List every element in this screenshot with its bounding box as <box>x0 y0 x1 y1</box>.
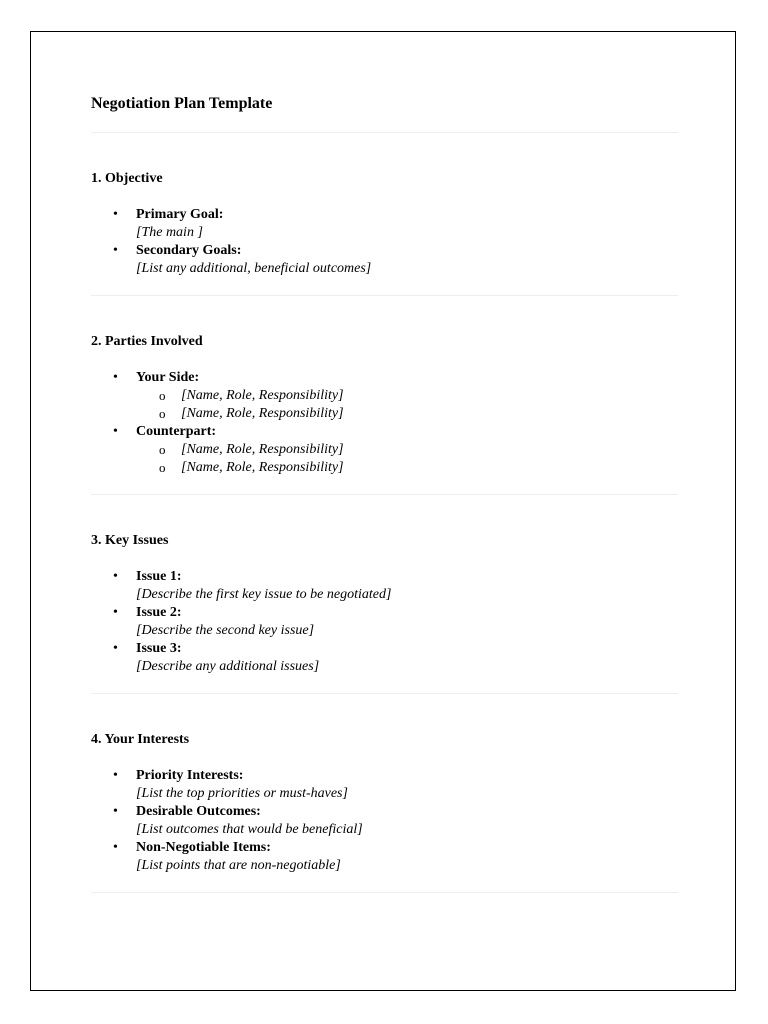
list-item <box>113 767 678 803</box>
list-item <box>113 423 678 477</box>
item-description: [List the top priorities or must-haves] <box>136 786 348 801</box>
item-description: [Describe any additional issues] <box>136 659 320 674</box>
item-description: [Describe the second key issue] <box>136 623 315 638</box>
section-objective <box>91 133 678 296</box>
item-label: Non-Negotiable Items: <box>136 840 271 855</box>
item-label: Issue 2: <box>136 605 182 620</box>
circle-bullet-icon: o <box>159 406 166 421</box>
item-label: Primary Goal: <box>136 207 224 222</box>
bullet-icon: • <box>113 424 118 439</box>
item-label: Desirable Outcomes: <box>136 804 261 819</box>
sub-list-item <box>159 387 678 405</box>
list-item <box>113 568 678 604</box>
section-title: 1. Objective <box>91 171 163 186</box>
document-page <box>30 31 736 991</box>
document-content <box>91 94 678 893</box>
list-item <box>113 604 678 640</box>
list-item <box>113 640 678 676</box>
sub-item-text: [Name, Role, Responsibility] <box>181 388 344 403</box>
item-label: Your Side: <box>136 370 200 385</box>
item-label: Issue 3: <box>136 641 182 656</box>
list-item <box>113 206 678 242</box>
issues-list <box>91 568 678 676</box>
bullet-icon: • <box>113 569 118 584</box>
list-item <box>113 369 678 423</box>
bullet-icon: • <box>113 768 118 783</box>
section-title: 3. Key Issues <box>91 533 169 548</box>
item-label: Priority Interests: <box>136 768 244 783</box>
sub-list-item <box>159 441 678 459</box>
section-key-issues <box>91 495 678 694</box>
objective-list <box>91 206 678 278</box>
parties-list <box>91 369 678 477</box>
sub-list-item <box>159 459 678 477</box>
sub-item-text: [Name, Role, Responsibility] <box>181 442 344 457</box>
bullet-icon: • <box>113 641 118 656</box>
bullet-icon: • <box>113 243 118 258</box>
section-parties-involved <box>91 296 678 495</box>
item-description: [Describe the first key issue to be negotiated] <box>136 587 392 602</box>
interests-list <box>91 767 678 875</box>
item-label: Counterpart: <box>136 424 217 439</box>
item-description: [List any additional, beneficial outcomes] <box>136 261 372 276</box>
sub-item-text: [Name, Role, Responsibility] <box>181 406 344 421</box>
bullet-icon: • <box>113 370 118 385</box>
section-your-interests <box>91 694 678 893</box>
section-title: 4. Your Interests <box>91 732 190 747</box>
item-description: [List outcomes that would be beneficial] <box>136 822 363 837</box>
bullet-icon: • <box>113 804 118 819</box>
bullet-icon: • <box>113 207 118 222</box>
bullet-icon: • <box>113 840 118 855</box>
circle-bullet-icon: o <box>159 460 166 475</box>
list-item <box>113 839 678 875</box>
item-label: Secondary Goals: <box>136 243 242 258</box>
item-label: Issue 1: <box>136 569 182 584</box>
list-item <box>113 242 678 278</box>
list-item <box>113 803 678 839</box>
sub-list-item <box>159 405 678 423</box>
sub-list <box>136 387 678 423</box>
circle-bullet-icon: o <box>159 388 166 403</box>
section-title: 2. Parties Involved <box>91 334 203 349</box>
sub-list <box>136 441 678 477</box>
item-description: [The main ] <box>136 225 203 240</box>
sub-item-text: [Name, Role, Responsibility] <box>181 460 344 475</box>
bullet-icon: • <box>113 605 118 620</box>
item-description: [List points that are non-negotiable] <box>136 858 341 873</box>
document-title: Negotiation Plan Template <box>91 94 678 133</box>
circle-bullet-icon: o <box>159 442 166 457</box>
